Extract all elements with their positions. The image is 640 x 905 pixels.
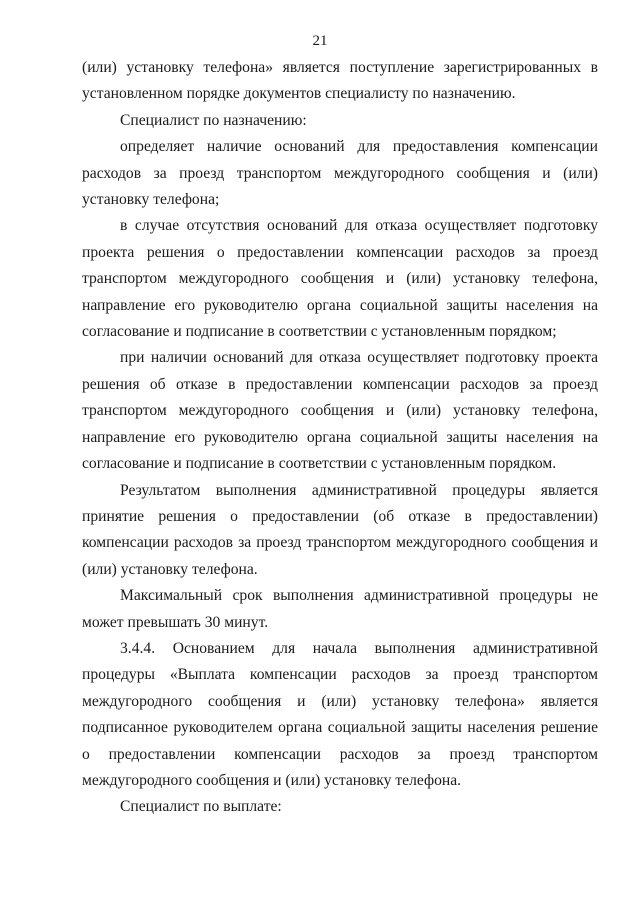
paragraph-payment-specialist: Специалист по выплате:: [120, 798, 282, 816]
paragraph-max-duration: Максимальный срок выполнения административной процедуры не может превышать 30 минут.: [82, 587, 598, 631]
paragraph-grounds-for-refusal: при наличии оснований для отказа осуществляет подготовку проекта решения об отказе в предоставлении компенсации расходов за проезд транспортом междугородного сообщения и (или) установку телефона, направление его руководителю органа социальной защиты населения на согласование и подписание в соответствии с установленным порядком.: [82, 349, 598, 473]
paragraph-section-3-4-4: 3.4.4. Основанием для начала выполнения административной процедуры «Выплата компенсации расходов за проезд транспортом междугородного сообщения и (или) установку телефона» является подписанное руководителем органа социальной защиты населения решение о предоставлении компенсации расходов за проезд транспортом междугородного сообщения и (или) установку телефона.: [82, 639, 598, 789]
paragraph-determines-grounds: определяет наличие оснований для предоставления компенсации расходов за проезд транспортом междугородного сообщения и (или) установку телефона;: [82, 138, 598, 209]
paragraph-continuation: (или) установку телефона» является поступление зарегистрированных в установленном порядке документов специалисту по назначению.: [82, 59, 598, 103]
body-text: [82, 55, 598, 821]
paragraph-result: Результатом выполнения административной процедуры является принятие решения о предоставлении (об отказе в предоставлении) компенсации расходов за проезд транспортом междугородного сообщения и (или) установку телефона.: [82, 481, 598, 578]
paragraph-specialist-heading: Специалист по назначению:: [120, 111, 307, 129]
paragraph-no-grounds-for-refusal: в случае отсутствия оснований для отказа осуществляет подготовку проекта решения о предоставлении компенсации расходов за проезд транспортом междугородного сообщения и (или) установку телефона, направление его руководителю органа социальной защиты населения на согласование и подписание в соответствии с установленным порядком;: [82, 217, 598, 341]
page-number: 21: [312, 33, 328, 49]
